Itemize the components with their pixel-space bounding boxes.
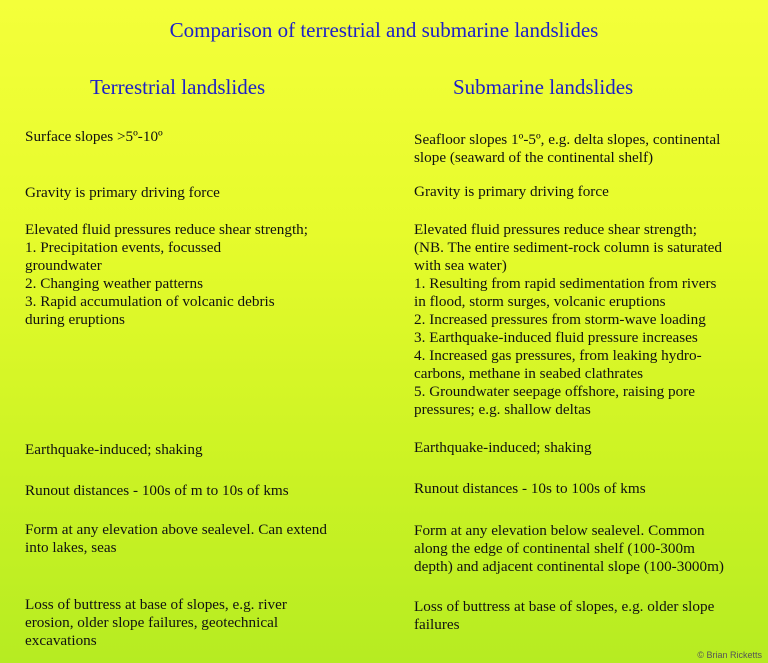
- submarine-fluid-pressures: Elevated fluid pressures reduce shear strength; (NB. The entire sediment-rock column is saturated with sea water) 1. Resulting from rapid sedimentation from rivers in flood, storm surges, volcanic eruptions 2. Increased pressures from storm-wave loading 3. Earthquake-induced fluid pressure increases 4. Increased gas pressures, from leaking hydro- carbons, methane in seabed clathrates 5. Groundwater seepage offshore, raising pore pressures; e.g. shallow deltas: [414, 221, 723, 418]
- submarine-elevation: Form at any elevation below sealevel. Common along the edge of continental shelf (100-300m depth) and adjacent continental slope (100-3000m): [414, 522, 724, 575]
- terrestrial-fluid-pressures: Elevated fluid pressures reduce shear strength; 1. Precipitation events, focussed groundwater 2. Changing weather patterns 3. Rapid accumulation of volcanic debris during eruptions: [25, 221, 308, 328]
- terrestrial-runout: Runout distances - 100s of m to 10s of kms: [25, 482, 289, 499]
- terrestrial-earthquake: Earthquake-induced; shaking: [25, 441, 203, 458]
- submarine-gravity: Gravity is primary driving force: [414, 183, 609, 200]
- page-title: Comparison of terrestrial and submarine landslides: [169, 18, 599, 42]
- terrestrial-gravity: Gravity is primary driving force: [25, 184, 220, 201]
- submarine-buttress: Loss of buttress at base of slopes, e.g. older slope failures: [414, 598, 715, 633]
- submarine-earthquake: Earthquake-induced; shaking: [414, 439, 592, 456]
- submarine-heading: Submarine landslides: [453, 75, 634, 99]
- submarine-slopes: Seafloor slopes 1º-5º, e.g. delta slopes, continental slope (seaward of the continental shelf): [414, 131, 721, 166]
- credit-text: © Brian Ricketts: [697, 650, 762, 660]
- terrestrial-slopes: Surface slopes >5º-10º: [25, 128, 163, 145]
- terrestrial-buttress: Loss of buttress at base of slopes, e.g. river erosion, older slope failures, geotechnical excavations: [25, 596, 287, 649]
- submarine-runout: Runout distances - 10s to 100s of kms: [414, 480, 646, 497]
- terrestrial-elevation: Form at any elevation above sealevel. Can extend into lakes, seas: [25, 521, 327, 556]
- terrestrial-heading: Terrestrial landslides: [90, 75, 266, 99]
